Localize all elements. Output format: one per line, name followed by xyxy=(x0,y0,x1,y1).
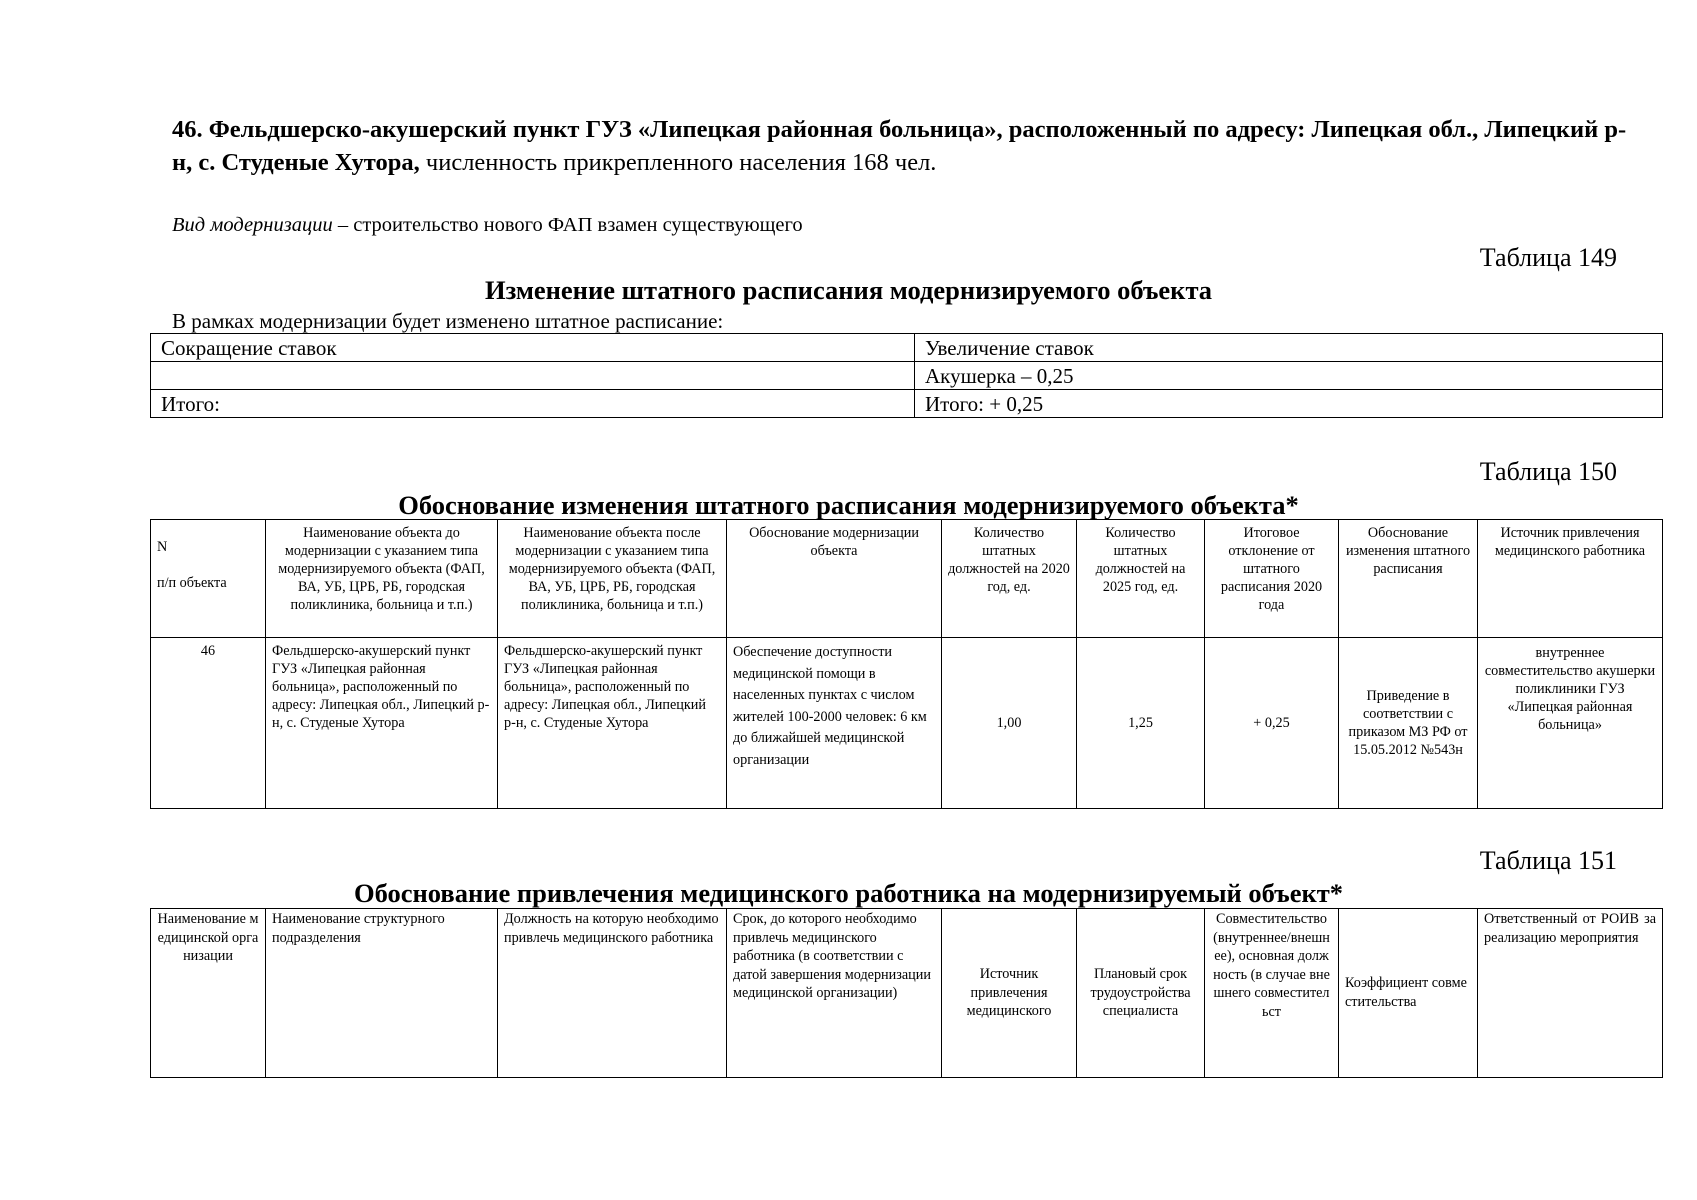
table-149-intro: В рамках модернизации будет изменено штатное расписание: xyxy=(172,309,724,333)
table-cell: Итого: + 0,25 xyxy=(915,390,1663,418)
header-cell: Коэффициент совместительства xyxy=(1339,909,1478,1078)
table-149-title: Изменение штатного расписания модернизируемого объекта xyxy=(484,275,1213,305)
table-150-title: Обоснование изменения штатного расписания модернизируемого объекта* xyxy=(398,490,1299,520)
table-cell: 46 xyxy=(151,638,266,809)
table-row xyxy=(151,638,1663,809)
header-cell: Источник привлечения медицинского xyxy=(942,909,1077,1078)
table-cell xyxy=(151,362,915,390)
header-cell: Количество штатных должностей на 2025 год, ед. xyxy=(1077,520,1205,638)
header-n: N xyxy=(157,539,168,555)
object-heading-bold: 46. Фельдшерско-акушерский пункт ГУЗ «Липецкая районная больница», расположенный по адресу: Липецкая обл., Липецкий р-н, с. Студеные Хутора, xyxy=(172,116,1627,176)
table-cell: 1,00 xyxy=(942,638,1077,809)
table-row xyxy=(151,390,1663,418)
header-cell: Должность на которую необходимо привлечь медицинского работника xyxy=(498,909,727,1078)
header-cell: Источник привлечения медицинского работника xyxy=(1478,520,1663,638)
table-cell: внутреннее совместительство акушерки поликлиники ГУЗ «Липецкая районная больница» xyxy=(1478,638,1663,809)
table-149-number: Таблица 149 xyxy=(1479,243,1617,272)
header-cell: Плановый срок трудоустройства специалиста xyxy=(1077,909,1205,1078)
table-cell: Итого: xyxy=(151,390,915,418)
modernization-type-value: – строительство нового ФАП взамен существующего xyxy=(332,214,803,236)
header-cell: Количество штатных должностей на 2020 год, ед. xyxy=(942,520,1077,638)
table-150-number: Таблица 150 xyxy=(1479,457,1617,486)
table-cell: + 0,25 xyxy=(1205,638,1339,809)
modernization-type-label: Вид модернизации xyxy=(172,214,333,236)
table-cell: Сокращение ставок xyxy=(151,334,915,362)
worker-attraction-table xyxy=(150,908,1663,1078)
object-heading xyxy=(172,113,1632,179)
table-cell: Приведение в соответствии с приказом МЗ РФ от 15.05.2012 №543н xyxy=(1339,638,1478,809)
table-cell: Обеспечение доступности медицинской помощи в населенных пунктах с числом жителей 100-2000 человек: 6 км до ближайшей медицинской организации xyxy=(727,638,942,809)
table-cell: 1,25 xyxy=(1077,638,1205,809)
header-cell: Обоснование изменения штатного расписания xyxy=(1339,520,1478,638)
header-cell: Обоснование модернизации объекта xyxy=(727,520,942,638)
header-cell-number xyxy=(151,520,266,638)
header-cell: Срок, до которого необходимо привлечь медицинского работника (в соответствии с датой завершения модернизации медицинской организации) xyxy=(727,909,942,1078)
header-object-number: п/п объекта xyxy=(157,575,227,591)
table-151-title: Обоснование привлечения медицинского работника на модернизируемый объект* xyxy=(354,878,1343,908)
table-cell: Акушерка – 0,25 xyxy=(915,362,1663,390)
table-row xyxy=(151,334,1663,362)
table-cell: Увеличение ставок xyxy=(915,334,1663,362)
header-cell: Наименование объекта после модернизации с указанием типа модернизируемого объекта (ФАП, ВА, УБ, ЦРБ, РБ, городская поликлиника, больница и т.п.) xyxy=(498,520,727,638)
table-cell: Фельдшерско-акушерский пункт ГУЗ «Липецкая районная больница», расположенный по адресу: Липецкая обл., Липецкий р-н, с. Студеные Хутора xyxy=(498,638,727,809)
table-row xyxy=(151,362,1663,390)
staffing-justification-table xyxy=(150,519,1663,809)
header-cell: Наименование структурного подразделения xyxy=(266,909,498,1078)
table-151-number: Таблица 151 xyxy=(1479,846,1617,875)
table-cell: Фельдшерско-акушерский пункт ГУЗ «Липецкая районная больница», расположенный по адресу: Липецкая обл., Липецкий р-н, с. Студеные Хутора xyxy=(266,638,498,809)
header-cell: Ответственный от РОИВ за реализацию мероприятия xyxy=(1478,909,1663,1078)
header-cell: Наименование медицинской организации xyxy=(151,909,266,1078)
header-cell: Совместительство (внутреннее/внешнее), основная должность (в случае внешнего совместительст xyxy=(1205,909,1339,1078)
header-cell: Наименование объекта до модернизации с указанием типа модернизируемого объекта (ФАП, ВА, УБ, ЦРБ, РБ, городская поликлиника, больница и т.п.) xyxy=(266,520,498,638)
header-cell: Итоговое отклонение от штатного расписания 2020 года xyxy=(1205,520,1339,638)
table-header-row xyxy=(151,520,1663,638)
staffing-change-table xyxy=(150,333,1663,418)
table-header-row xyxy=(151,909,1663,1078)
object-heading-population: численность прикрепленного населения 168 чел. xyxy=(419,149,937,176)
modernization-type xyxy=(172,214,803,237)
